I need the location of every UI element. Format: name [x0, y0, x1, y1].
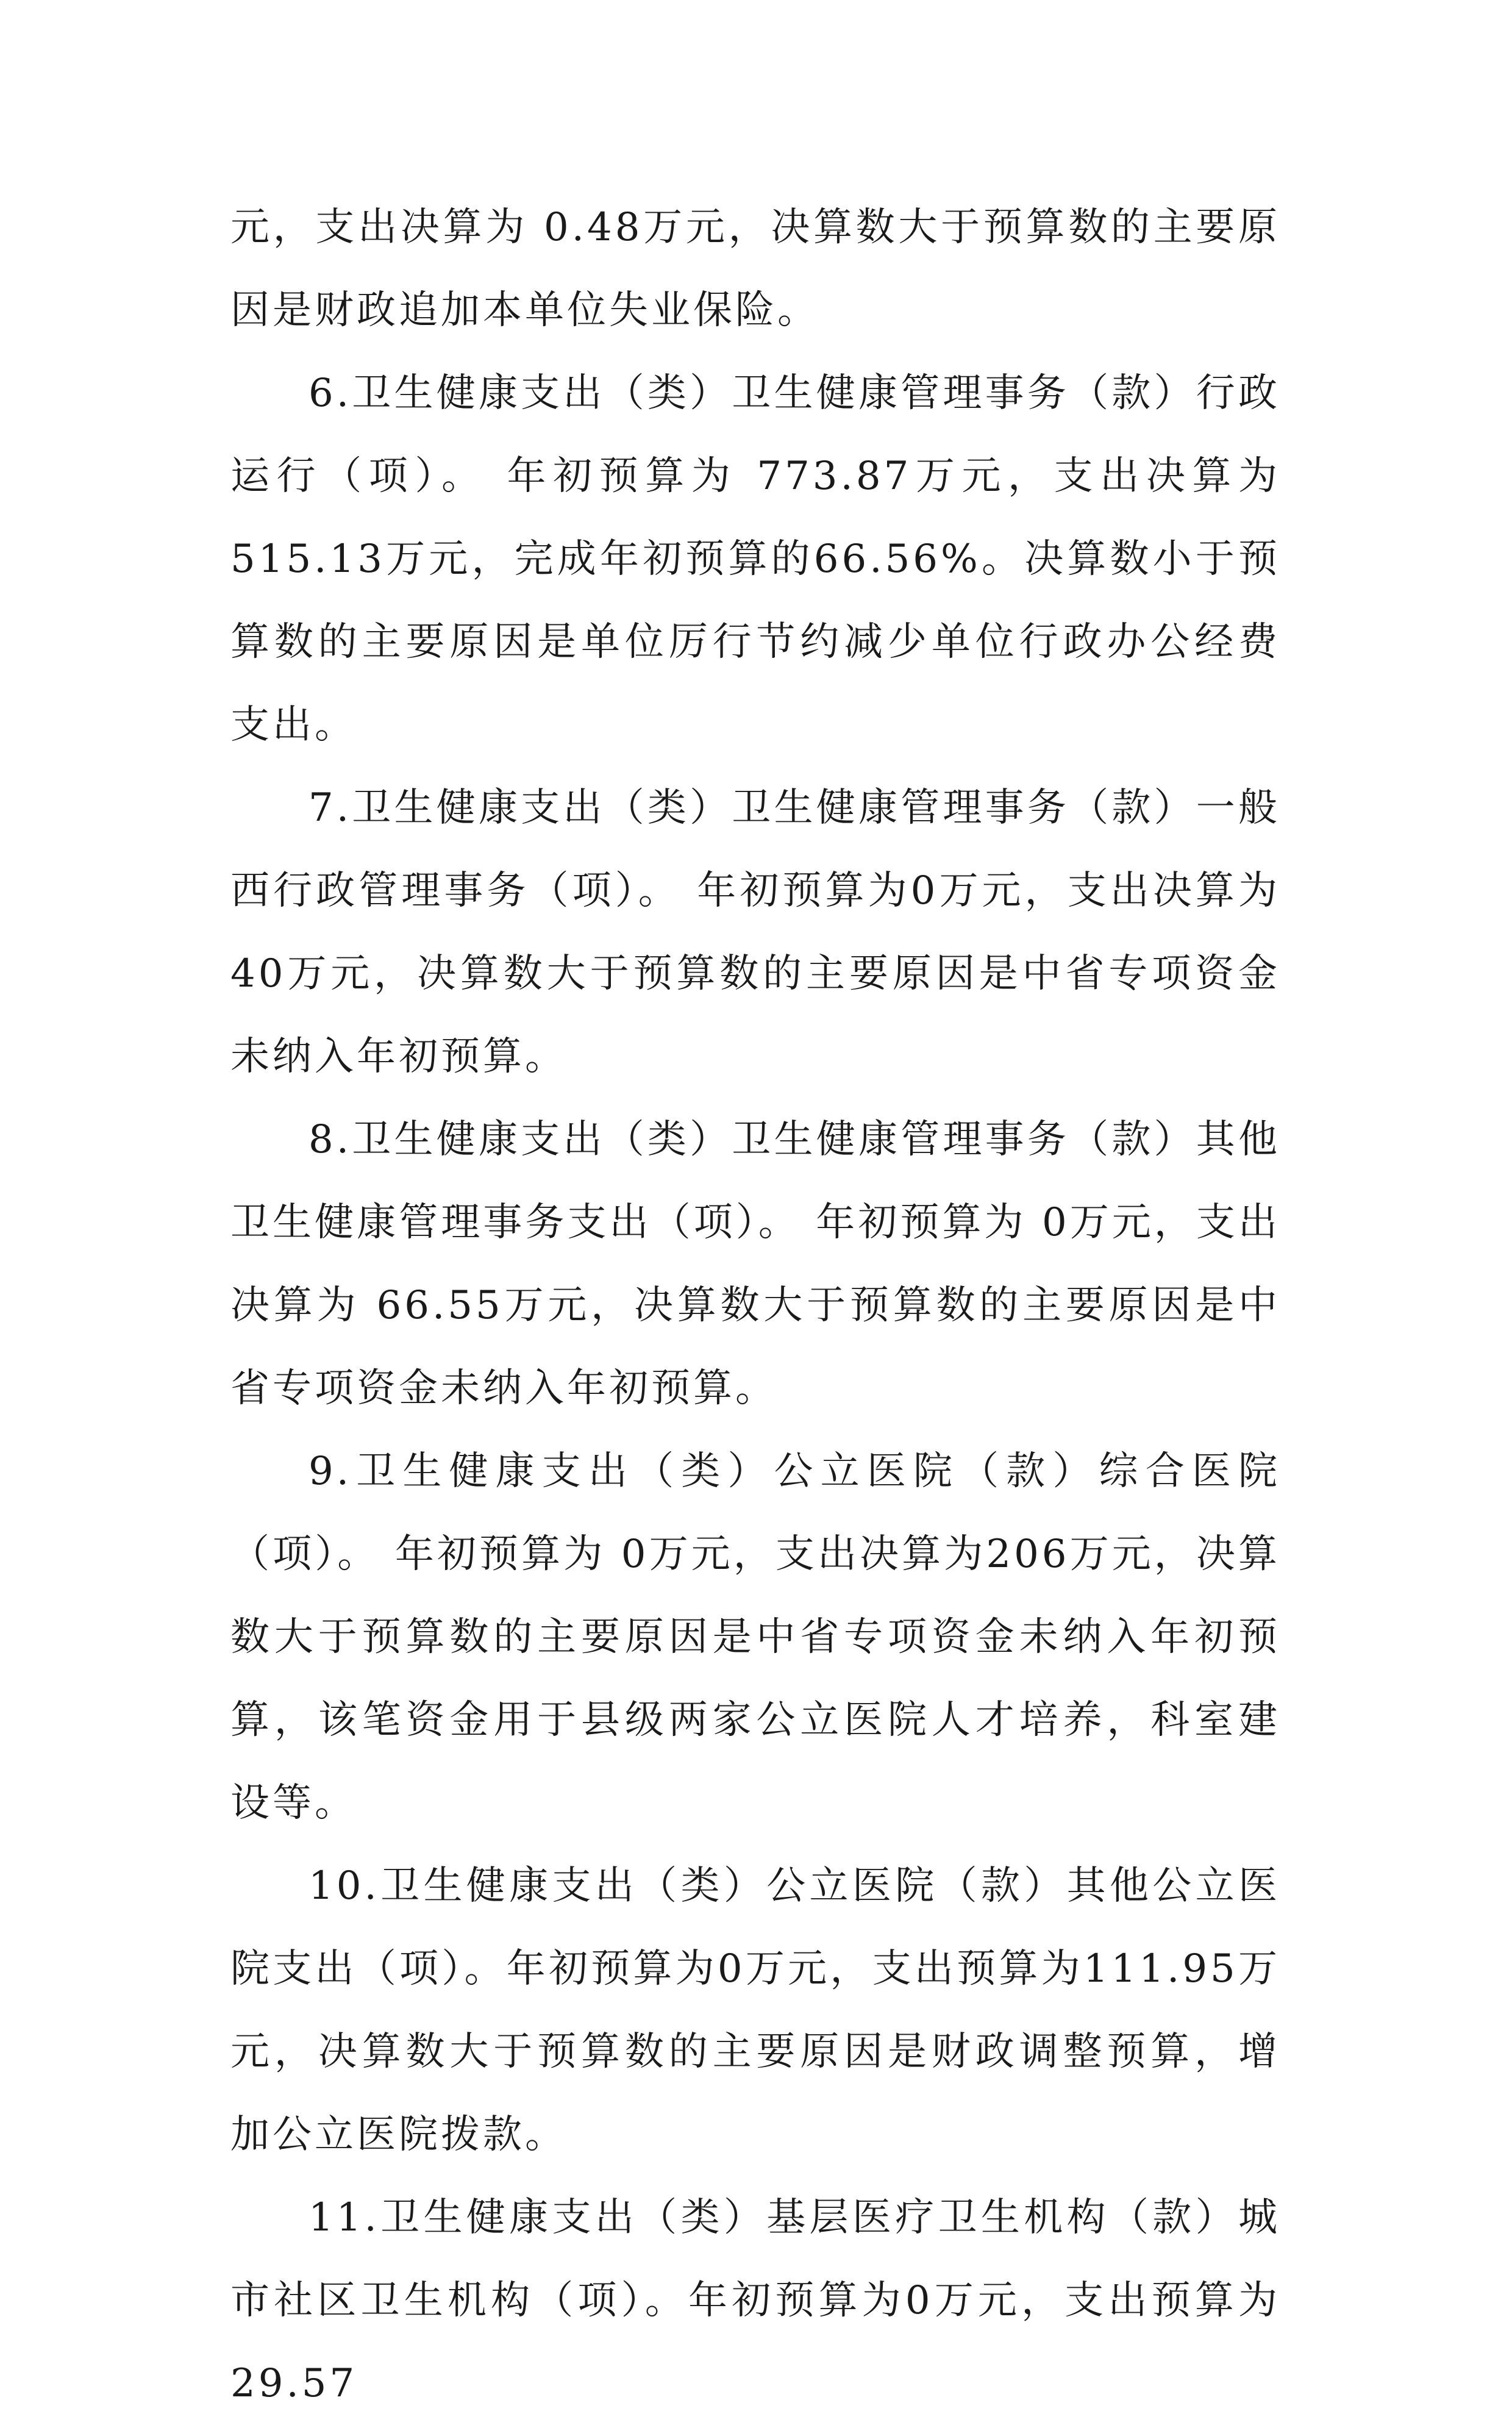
document-body [230, 186, 1280, 2425]
paragraph-item-11: 11.卫生健康支出（类）基层医疗卫生机构（款）城市社区卫生机构（项）。年初预算为0万元，支出预算为29.57 [230, 2195, 1280, 2406]
paragraph-item-10: 10.卫生健康支出（类）公立医院（款）其他公立医院支出（项）。年初预算为0万元，支出预算为111.95万元，决算数大于预算数的主要原因是财政调整预算，增加公立医院拨款。 [230, 1863, 1280, 2157]
paragraph-item-8: 8.卫生健康支出（类）卫生健康管理事务（款）其他卫生健康管理事务支出（项）。 年初预算为 0万元，支出决算为 66.55万元，决算数大于预算数的主要原因是中省专项资金未纳入年初预算。 [230, 1117, 1280, 1411]
paragraph-item-9: 9.卫生健康支出（类）公立医院（款）综合医院（项）。 年初预算为 0万元，支出决算为206万元，决算数大于预算数的主要原因是中省专项资金未纳入年初预算，该笔资金用于县级两家公立医院人才培养，科室建设等。 [230, 1449, 1280, 1826]
paragraph-continuation: 元，支出决算为 0.48万元，决算数大于预算数的主要原因是财政追加本单位失业保险。 [230, 205, 1280, 333]
paragraph-item-6: 6.卫生健康支出（类）卫生健康管理事务（款）行政运行（项）。 年初预算为 773.87万元，支出决算为 515.13万元，完成年初预算的66.56%。决算数小于预算数的主要原因是单位厉行节约减少单位行政办公经费支出。 [230, 371, 1280, 748]
paragraph-item-7: 7.卫生健康支出（类）卫生健康管理事务（款）一般西行政管理事务（项）。 年初预算为0万元，支出决算为 40万元，决算数大于预算数的主要原因是中省专项资金未纳入年初预算。 [230, 785, 1280, 1079]
